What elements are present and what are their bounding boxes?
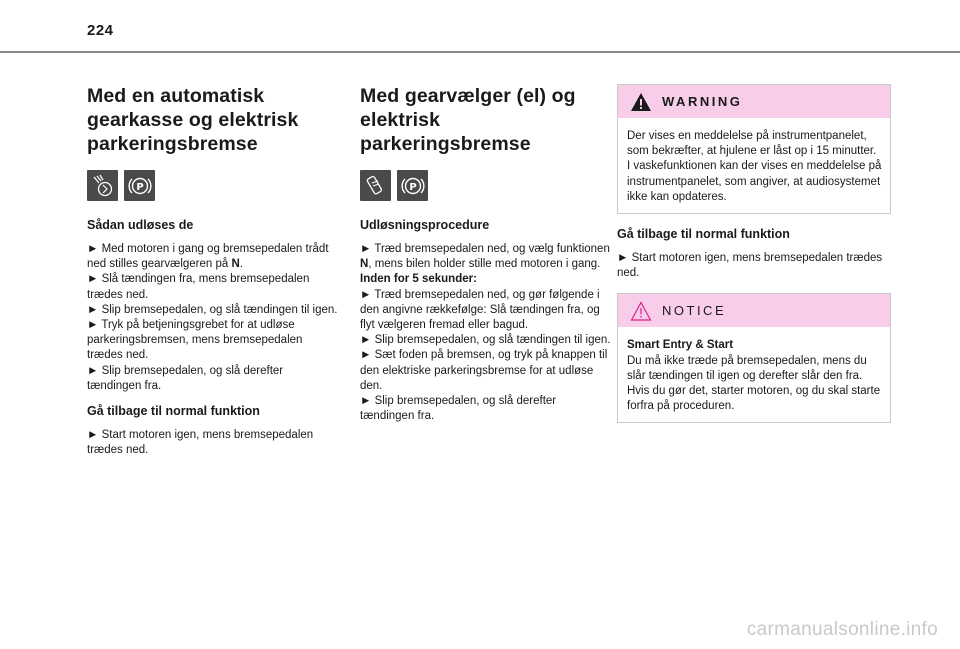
col2-step-1: ► Træd bremsepedalen ned, og vælg funktionen N, mens bilen holder stille med motoren i gang. xyxy=(360,243,610,271)
brake-pedal-hand-icon xyxy=(87,170,118,201)
warning-body xyxy=(618,118,890,213)
notice-triangle-icon xyxy=(630,301,652,321)
col1-icons xyxy=(87,170,339,201)
col2-title: Med gearvælger (el) og elektrisk parkeringsbremse xyxy=(360,85,576,155)
col1-section2-text: ► Start motoren igen, mens bremsepedalen trædes ned. xyxy=(87,429,314,457)
parking-brake-icon xyxy=(397,170,428,201)
col1-step-1: ► Med motoren i gang og bremsepedalen trådt ned stilles gearvælgeren på N. xyxy=(87,243,329,271)
gear-selector-icon xyxy=(360,170,391,201)
notice-box xyxy=(617,293,891,423)
svg-text:P: P xyxy=(408,181,417,193)
notice-body xyxy=(618,327,890,422)
notice-bold: Smart Entry & Start xyxy=(627,339,734,352)
col2-step-4: ► Sæt foden på bremsen, og tryk på knappen til den elektriske parkeringsbremse for at udløse den. xyxy=(360,349,608,392)
col1-step-4: ► Tryk på betjeningsgrebet for at udløse parkeringsbremsen, mens bremsepedalen trædes ned. xyxy=(87,319,303,362)
col1-section1-heading: Sådan udløses de xyxy=(87,218,194,232)
col2-step-2: ► Træd bremsepedalen ned, og gør følgende i den angivne rækkefølge: Slå tændingen fra, og flyt vælgeren fremad eller bagud. xyxy=(360,288,600,332)
column-3 xyxy=(617,84,891,423)
notice-text: Du må ikke træde på bremsepedalen, mens du slår tændingen til igen og derefter slår den fra. Hvis du gør det, starter motoren, og du skal starte forfra på proceduren. xyxy=(627,354,881,413)
warning-triangle-icon xyxy=(630,92,652,112)
col2-icons xyxy=(360,170,612,201)
col2-section-heading: Udløsningsprocedure xyxy=(360,218,490,232)
notice-title: NOTICE xyxy=(662,303,727,319)
col2-step-5: ► Slip bremsepedalen, og slå derefter tændingen fra. xyxy=(360,395,557,423)
col1-step-5: ► Slip bremsepedalen, og slå derefter tændingen fra. xyxy=(87,364,284,392)
warning-text-2: I vaskefunktionen kan der vises en meddelelse på instrumentpanelet, som angiver, at audiosystemet ikke kan opdateres. xyxy=(627,160,882,203)
col2-within-5-seconds: Inden for 5 sekunder: xyxy=(360,273,477,286)
col1-step-2: ► Slå tændingen fra, mens bremsepedalen trædes ned. xyxy=(87,273,310,301)
col1-step-3: ► Slip bremsepedalen, og slå tændingen til igen. xyxy=(87,303,338,316)
notice-header xyxy=(618,294,890,327)
warning-header xyxy=(618,85,890,118)
col3-section-heading: Gå tilbage til normal funktion xyxy=(617,227,790,242)
column-2 xyxy=(360,84,612,424)
parking-brake-icon xyxy=(124,170,155,201)
warning-title: WARNING xyxy=(662,94,743,109)
svg-text:P: P xyxy=(135,181,144,193)
col3-section-text: ► Start motoren igen, mens bremsepedalen trædes ned. xyxy=(617,252,883,280)
column-1 xyxy=(87,84,339,458)
col1-section2-heading: Gå tilbage til normal funktion xyxy=(87,404,260,419)
warning-text-1: Der vises en meddelelse på instrumentpanelet, som bekræfter, at hjulene er låst op i 15 minutter. xyxy=(627,130,877,158)
top-rule xyxy=(0,51,960,53)
page-number: 224 xyxy=(87,22,114,39)
watermark: carmanualsonline.info xyxy=(746,619,938,640)
col1-title: Med en automatisk gearkasse og elektrisk parkeringsbremse xyxy=(87,85,299,155)
warning-box xyxy=(617,84,891,214)
col2-step-3: ► Slip bremsepedalen, og slå tændingen til igen. xyxy=(360,334,611,347)
